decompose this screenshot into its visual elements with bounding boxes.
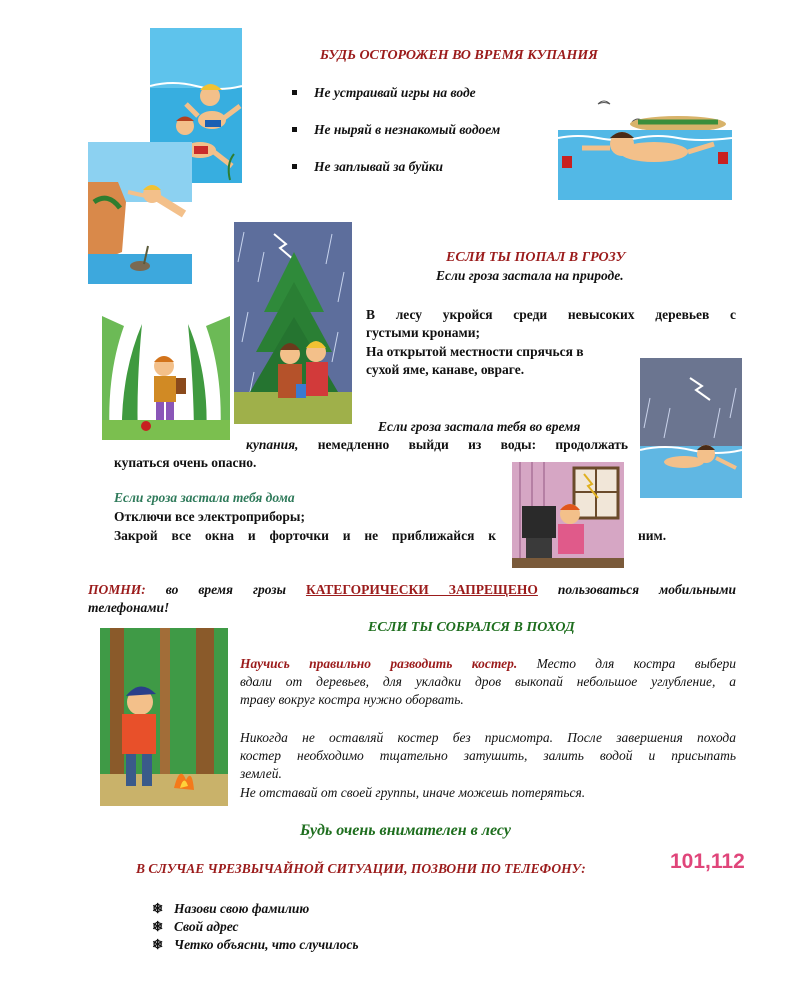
remember-line1 (88, 581, 736, 599)
child-in-forest-illustration (102, 316, 230, 440)
swim-storm-advice-line1: Если гроза застала тебя во время (378, 419, 581, 434)
list-item (152, 900, 359, 918)
swimmer-in-rain-illustration (640, 358, 742, 498)
storm-title: ЕСЛИ ТЫ ПОПАЛ В ГРОЗУ (446, 250, 626, 265)
snowflake-icon: ❄ (152, 901, 164, 916)
list-item-text: Назови свою фамилию (174, 901, 310, 916)
home-storm-title: Если гроза застала тебя дома (114, 490, 295, 505)
forbidden-emphasis: КАТЕГОРИЧЕСКИ ЗАПРЕЩЕНО (305, 582, 538, 597)
campfire-p1-line3: траву вокруг костра нужно оборвать. (240, 692, 464, 707)
list-item: Не заплывай за буйки (290, 159, 500, 196)
campfire-p2-line2: костер необходимо тщательно затушить, залить водой и присыпать (240, 748, 736, 763)
swim-storm-rest: немедленно выйди из воды: продолжать (298, 437, 628, 452)
kids-under-fir-tree-illustration (234, 222, 352, 424)
hike-title: ЕСЛИ ТЫ СОБРАЛСЯ В ПОХОД (368, 620, 575, 635)
home-advice-line1: Отключи все электроприборы; (114, 509, 305, 524)
forest-advice-line1: В лесу укройся среди невысоких деревьев с (366, 307, 736, 322)
stay-with-group-text: Не отставай от своей группы, иначе можешь потеряться. (240, 785, 586, 800)
snowflake-icon: ❄ (152, 919, 164, 934)
emergency-title: В СЛУЧАЕ ЧРЕЗВЫЧАЙНОЙ СИТУАЦИИ, ПОЗВОНИ ПО ТЕЛЕФОНУ: (136, 861, 586, 876)
home-advice-line2: Закрой все окна и форточки и не приближайся к (114, 528, 496, 543)
list-item (152, 918, 359, 936)
emergency-phone-number: 101,112 (670, 850, 745, 873)
campfire-p1-rest: Место для костра выбери (517, 656, 736, 671)
home-advice-line2-end: ним. (638, 528, 667, 543)
list-item (152, 936, 359, 954)
remember-part2: пользоваться мобильными (537, 582, 737, 597)
campfire-p2-line1: Никогда не оставляй костер без присмотра. После завершения похода (240, 730, 736, 745)
emergency-steps-list (152, 900, 359, 954)
campfire-lead: Научись правильно разводить костер. (240, 656, 518, 671)
boy-at-window-illustration (512, 462, 624, 568)
forest-advice-line2: густыми кронами; (366, 325, 481, 340)
boy-by-campfire-illustration (100, 628, 228, 806)
diving-boy-illustration (88, 142, 192, 284)
list-item: Не устраивай игры на воде (290, 85, 500, 122)
list-item-text: Четко объясни, что случилось (174, 937, 359, 952)
list-item-text: Свой адрес (174, 919, 239, 934)
swim-storm-advice-line2 (246, 436, 628, 454)
campfire-p2-line3: землей. (240, 766, 282, 781)
open-area-advice-line1: На открытой местности спрячься в (366, 344, 584, 359)
swim-storm-italic: купания, (246, 437, 299, 452)
swimming-title: БУДЬ ОСТОРОЖЕН ВО ВРЕМЯ КУПАНИЯ (320, 48, 598, 63)
swim-storm-advice-line3: купаться очень опасно. (114, 455, 257, 470)
remember-part1: во время грозы (145, 582, 306, 597)
storm-subtitle: Если гроза застала на природе. (436, 268, 624, 283)
remember-line2: телефонами! (88, 600, 170, 615)
swimming-rules-list (290, 85, 500, 196)
forest-attention-note: Будь очень внимателен в лесу (300, 822, 511, 839)
snowflake-icon: ❄ (152, 937, 164, 952)
campfire-p1-line2: вдали от деревьев, для укладки дров выкопай небольшое углубление, а (240, 674, 736, 689)
swimmer-illustration (558, 82, 732, 200)
open-area-advice-line2: сухой яме, канаве, овраге. (366, 362, 525, 377)
list-item: Не ныряй в незнакомый водоем (290, 122, 500, 159)
remember-lead: ПОМНИ: (88, 582, 146, 597)
campfire-p1-line1 (240, 655, 736, 673)
